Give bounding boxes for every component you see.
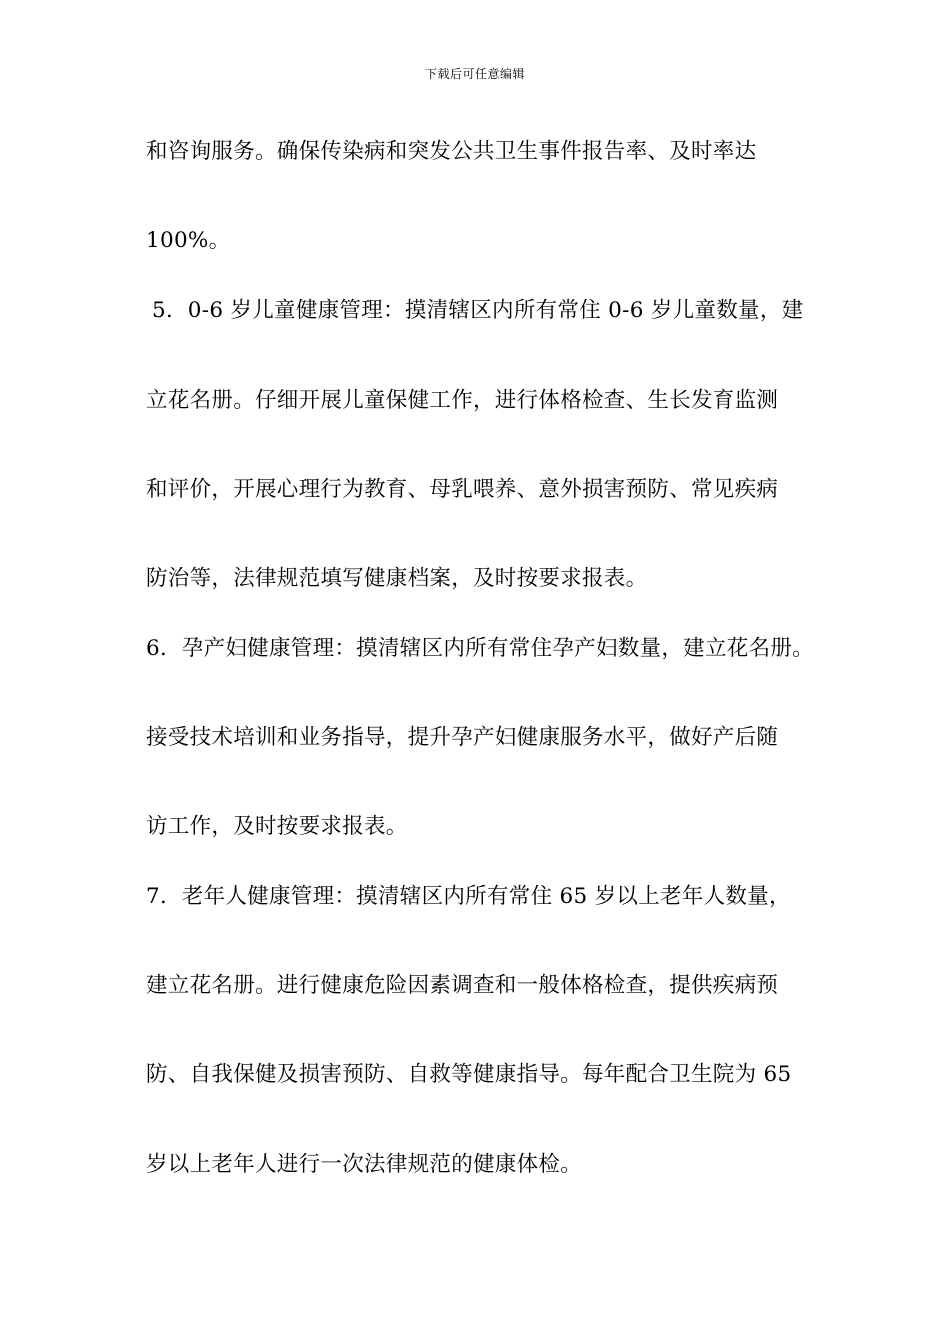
body-text-line: 岁以上老年人进行一次法律规范的健康体检。: [146, 1152, 583, 1177]
body-text-line: 立花名册。仔细开展儿童保健工作，进行体格检查、生长发育监测: [146, 388, 779, 413]
section-7-heading-line: 7．老年人健康管理：摸清辖区内所有常住 65 岁以上老年人数量，: [146, 884, 791, 909]
body-text-line: 防治等，法律规范填写健康档案，及时按要求报表。: [146, 566, 648, 591]
section-5-heading-line: 5．0-6 岁儿童健康管理：摸清辖区内所有常住 0-6 岁儿童数量，建: [152, 298, 804, 323]
body-text-line: 建立花名册。进行健康危险因素调查和一般体格检查，提供疾病预: [146, 973, 779, 998]
body-text-line: 防、自我保健及损害预防、自救等健康指导。每年配合卫生院为 65: [146, 1062, 792, 1087]
body-text-line: 接受技术培训和业务指导，提升孕产妇健康服务水平，做好产后随: [146, 725, 779, 750]
body-text-line: 100%。: [146, 228, 231, 253]
body-text-line: 和咨询服务。确保传染病和突发公共卫生事件报告率、及时率达: [146, 139, 757, 164]
body-text-line: 访工作，及时按要求报表。: [146, 814, 408, 839]
page-header: 下载后可任意编辑: [424, 67, 525, 81]
section-6-heading-line: 6．孕产妇健康管理：摸清辖区内所有常住孕产妇数量，建立花名册。: [146, 636, 814, 661]
body-text-line: 和评价，开展心理行为教育、母乳喂养、意外损害预防、常见疾病: [146, 477, 779, 502]
